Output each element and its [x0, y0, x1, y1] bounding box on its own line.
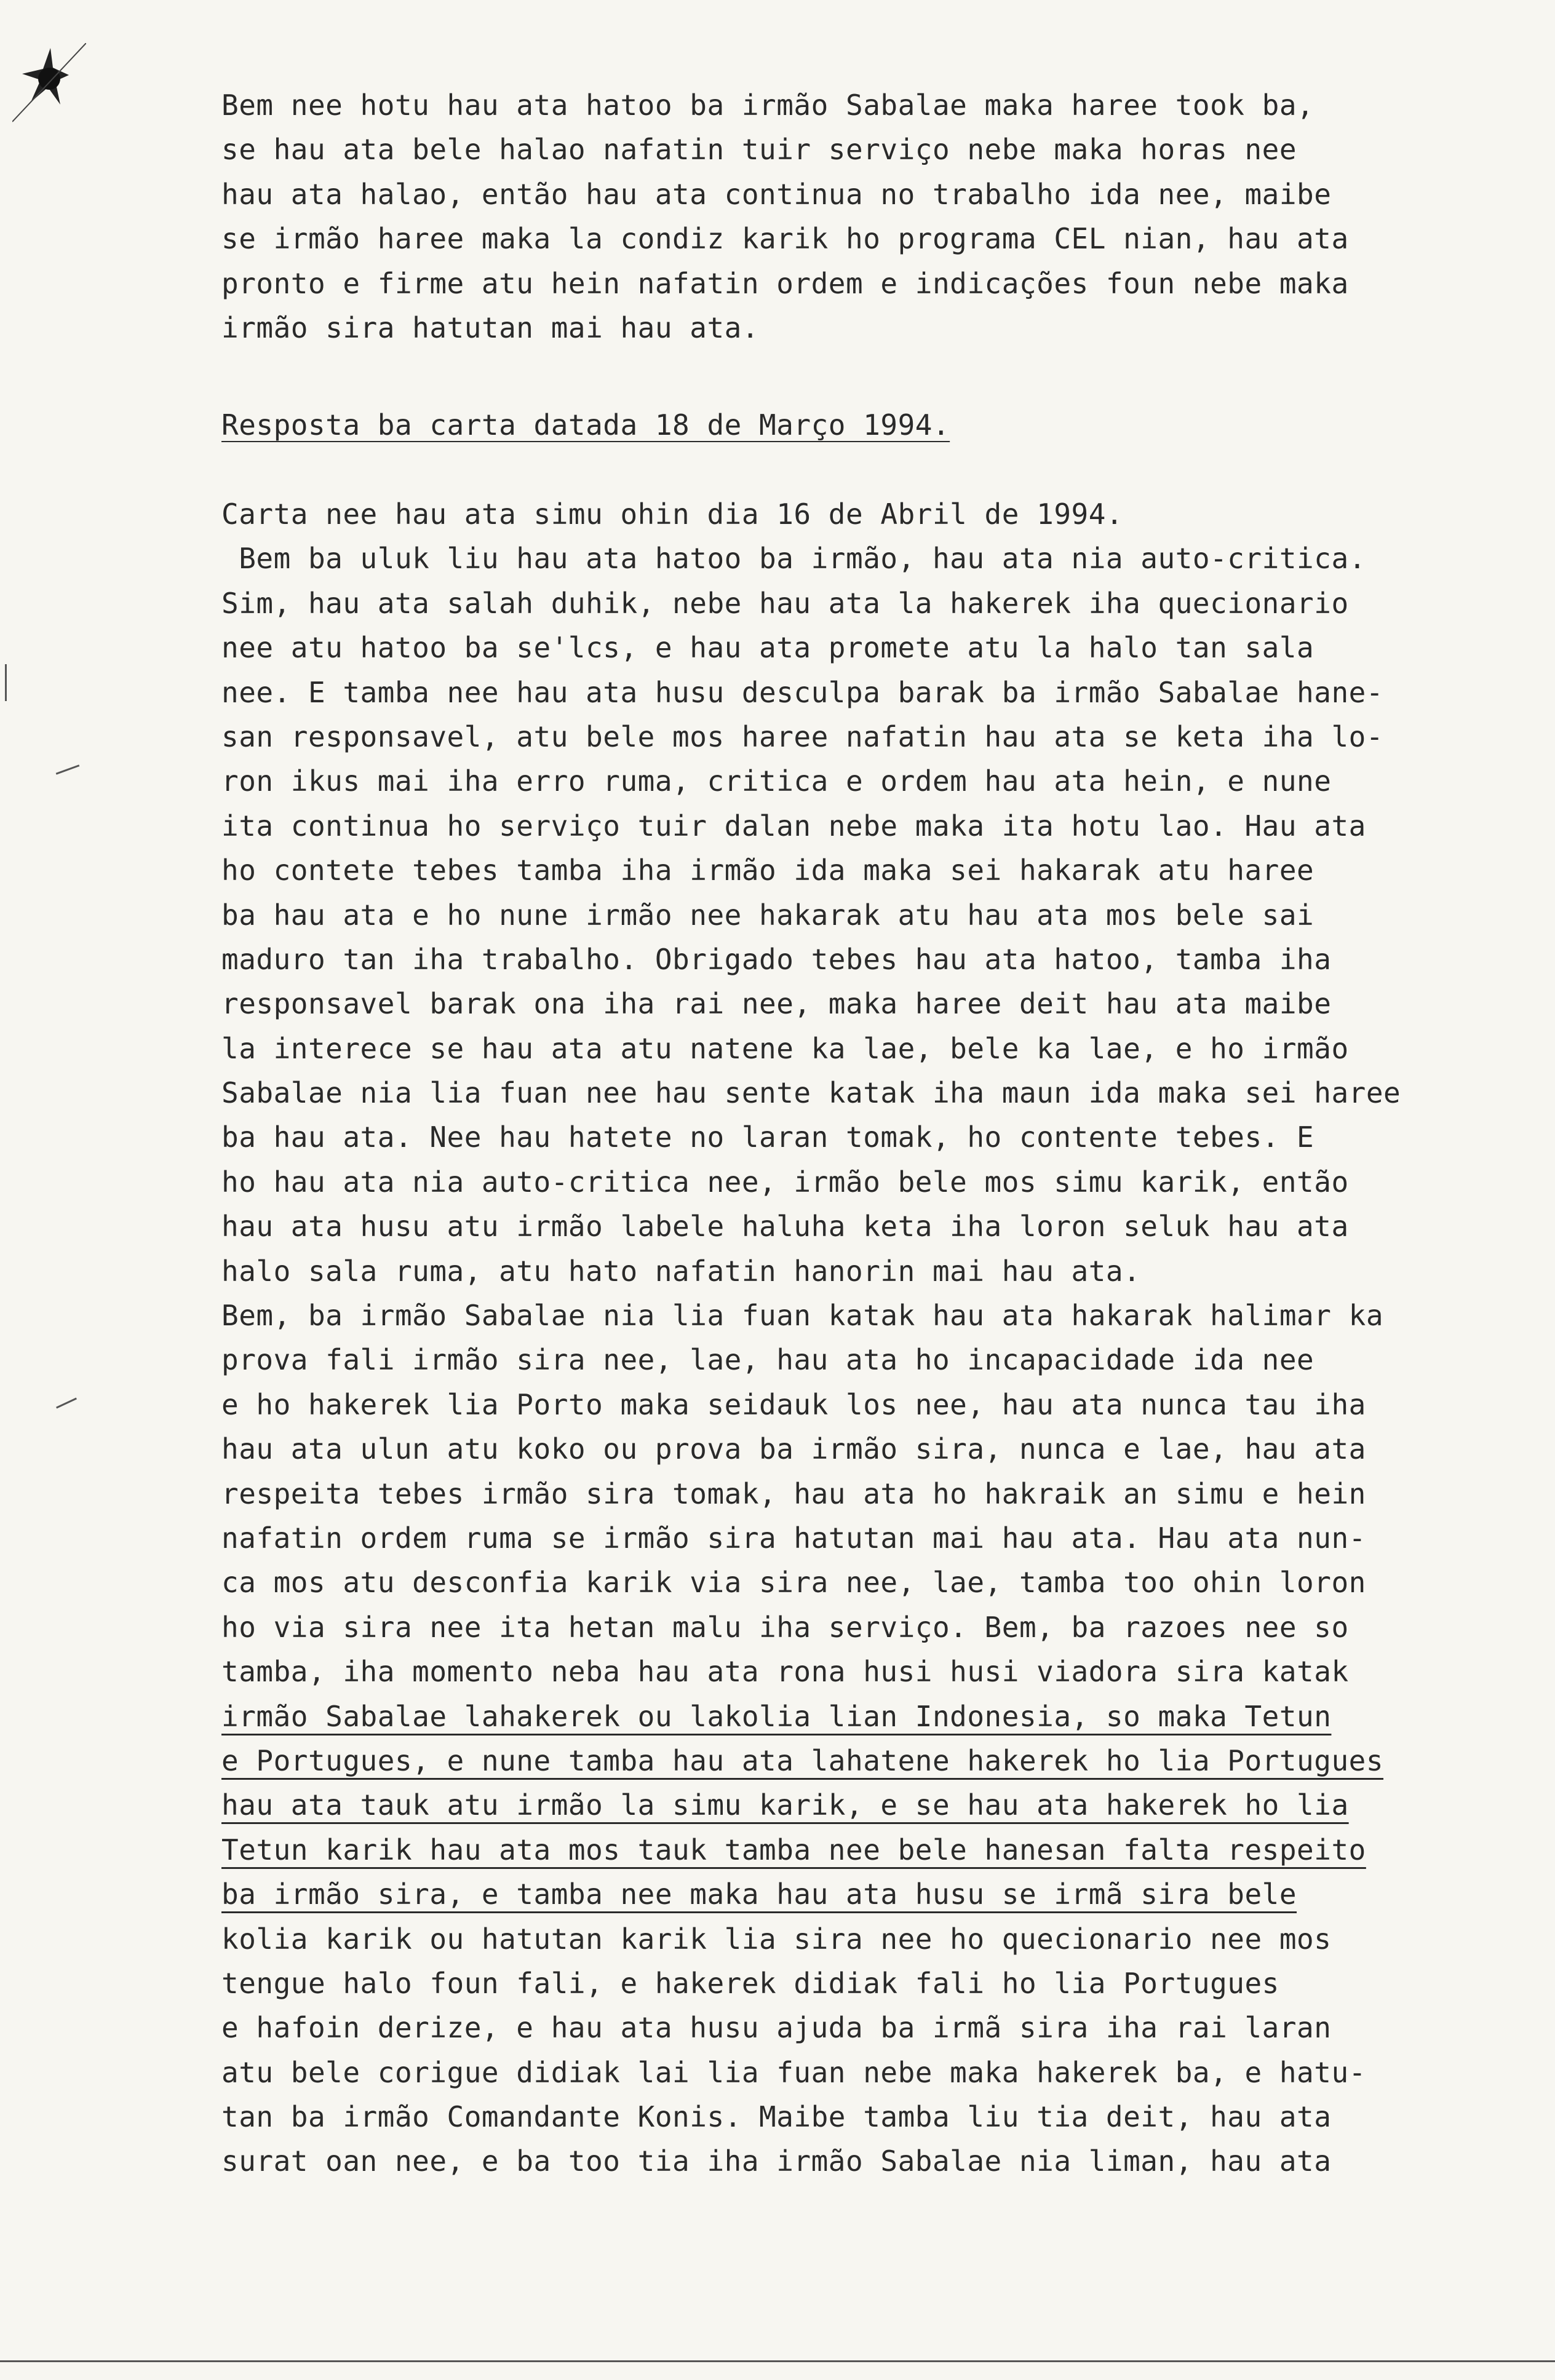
text-line: Sim, hau ata salah duhik, nebe hau ata la hakerek iha quecionario: [221, 586, 1349, 620]
paragraph-intro: [221, 83, 1501, 350]
section-heading: [221, 403, 1501, 447]
text-line: atu bele corigue didiak lai lia fuan nebe maka hakerek ba, e hatu-: [221, 2055, 1366, 2089]
text-line: nee atu hatoo ba se'lcs, e hau ata promete atu la halo tan sala: [221, 631, 1314, 665]
text-line: ba irmão sira, e tamba nee maka hau ata husu se irmã sira bele: [221, 1878, 1297, 1911]
text-line: hau ata halao, então hau ata continua no trabalho ida nee, maibe: [221, 177, 1332, 211]
text-line: irmão sira hatutan mai hau ata.: [221, 311, 760, 344]
text-line: kolia karik ou hatutan karik lia sira nee ho quecionario nee mos: [221, 1922, 1332, 1956]
text-line: respeita tebes irmão sira tomak, hau ata ho hakraik an simu e hein: [221, 1477, 1366, 1510]
text-line: e Portugues, e nune tamba hau ata lahatene hakerek ho lia Portugues: [221, 1743, 1384, 1777]
text-line: hau ata husu atu irmão labele haluha keta iha loron seluk hau ata: [221, 1210, 1349, 1244]
text-line: Carta nee hau ata simu ohin dia 16 de Abril de 1994.: [221, 498, 1124, 531]
text-line: surat oan nee, e ba too tia iha irmão Sabalae nia liman, hau ata: [221, 2144, 1332, 2178]
text-line: Bem ba uluk liu hau ata hatoo ba irmão, hau ata nia auto-critica.: [221, 542, 1366, 576]
text-line: ron ikus mai iha erro ruma, critica e ordem hau ata hein, e nune: [221, 764, 1332, 798]
text-line: Bem nee hotu hau ata hatoo ba irmão Sabalae maka haree took ba,: [221, 89, 1314, 122]
text-line: la interece se hau ata atu natene ka lae, bele ka lae, e ho irmão: [221, 1031, 1349, 1065]
margin-mark: [5, 664, 7, 701]
margin-mark: [56, 764, 80, 775]
text-line: nafatin ordem ruma se irmão sira hatutan mai hau ata. Hau ata nun-: [221, 1521, 1366, 1555]
text-line: ho contete tebes tamba iha irmão ida maka sei hakarak atu haree: [221, 854, 1314, 887]
text-line: ho via sira nee ita hetan malu iha serviço. Bem, ba razoes nee so: [221, 1610, 1349, 1644]
text-line: prova fali irmão sira nee, lae, hau ata ho incapacidade ida nee: [221, 1343, 1314, 1377]
text-line: tengue halo foun fali, e hakerek didiak fali ho lia Portugues: [221, 1966, 1279, 2000]
text-line: san responsavel, atu bele mos haree nafatin hau ata se keta iha lo-: [221, 720, 1384, 753]
page-bottom-edge: [0, 2360, 1555, 2362]
text-line: pronto e firme atu hein nafatin ordem e indicações foun nebe maka: [221, 266, 1349, 300]
text-line: tan ba irmão Comandante Konis. Maibe tamba liu tia deit, hau ata: [221, 2100, 1332, 2134]
text-line: hau ata ulun atu koko ou prova ba irmão sira, nunca e lae, hau ata: [221, 1432, 1366, 1466]
text-line: tamba, iha momento neba hau ata rona husi husi viadora sira katak: [221, 1655, 1349, 1689]
text-line: irmão Sabalae lahakerek ou lakolia lian Indonesia, so maka Tetun: [221, 1699, 1332, 1733]
text-line: Sabalae nia lia fuan nee hau sente katak iha maun ida maka sei haree: [221, 1076, 1401, 1110]
ink-blot-icon: [12, 43, 86, 123]
text-line: ita continua ho serviço tuir dalan nebe maka ita hotu lao. Hau ata: [221, 809, 1366, 843]
text-line: ba hau ata. Nee hau hatete no laran tomak, ho contente tebes. E: [221, 1121, 1314, 1154]
text-line: hau ata tauk atu irmão la simu karik, e se hau ata hakerek ho lia: [221, 1788, 1349, 1822]
text-line: ba hau ata e ho nune irmão nee hakarak atu hau ata mos bele sai: [221, 898, 1314, 932]
text-line: ho hau ata nia auto-critica nee, irmão bele mos simu karik, então: [221, 1165, 1349, 1199]
margin-mark: [56, 1398, 77, 1409]
heading-text: Resposta ba carta datada 18 de Março 1994.: [221, 408, 950, 442]
text-line: se hau ata bele halao nafatin tuir serviço nebe maka horas nee: [221, 133, 1297, 167]
text-line: Tetun karik hau ata mos tauk tamba nee bele hanesan falta respeito: [221, 1833, 1366, 1866]
text-line: ca mos atu desconfia karik via sira nee, lae, tamba too ohin loron: [221, 1566, 1366, 1600]
text-line: se irmão haree maka la condiz karik ho programa CEL nian, hau ata: [221, 222, 1349, 256]
text-line: halo sala ruma, atu hato nafatin hanorin mai hau ata.: [221, 1254, 1141, 1288]
text-line: Bem, ba irmão Sabalae nia lia fuan katak hau ata hakarak halimar ka: [221, 1299, 1384, 1333]
text-line: e hafoin derize, e hau ata husu ajuda ba irmã sira iha rai laran: [221, 2011, 1332, 2045]
text-line: responsavel barak ona iha rai nee, maka haree deit hau ata maibe: [221, 987, 1332, 1021]
text-line: maduro tan iha trabalho. Obrigado tebes hau ata hatoo, tamba iha: [221, 942, 1332, 976]
paragraph-response: [221, 492, 1501, 2184]
text-line: e ho hakerek lia Porto maka seidauk los nee, hau ata nunca tau iha: [221, 1387, 1366, 1421]
text-line: nee. E tamba nee hau ata husu desculpa barak ba irmão Sabalae hane-: [221, 675, 1384, 709]
